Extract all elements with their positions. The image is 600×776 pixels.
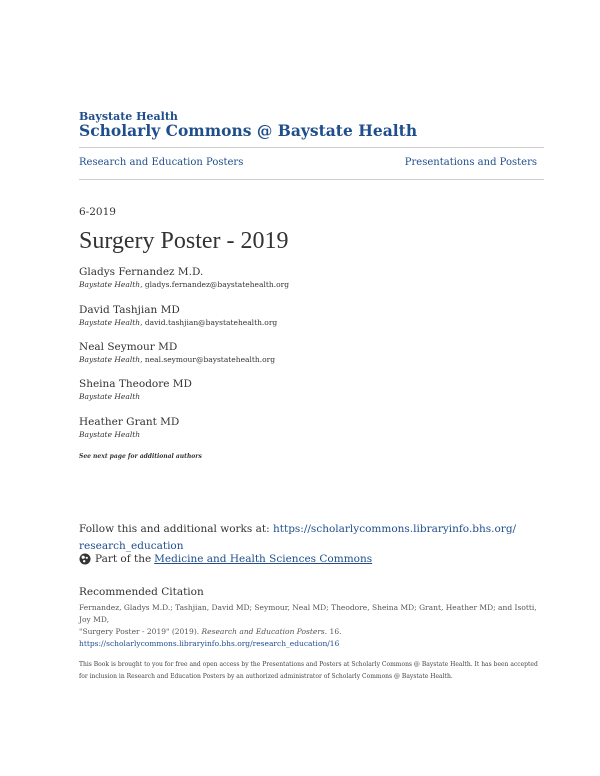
follow-url-link-continued[interactable]: research_education (79, 540, 184, 552)
citation-line: Fernandez, Gladys M.D.; Tashjian, David MD; Seymour, Neal MD; Theodore, Sheina MD; Grant, Heather MD; and Isotti, Joy MD, (79, 603, 537, 624)
author-affiliation: Baystate Health (79, 430, 141, 439)
author-name: Heather Grant MD (79, 416, 180, 428)
see-next-page-note: See next page for additional authors (79, 453, 202, 460)
organization-name[interactable]: Baystate Health (79, 110, 178, 123)
header-divider-top (79, 147, 544, 148)
series-link[interactable]: Presentations and Posters (404, 157, 537, 168)
author-affiliation: Baystate Health, gladys.fernandez@baystatehealth.org (79, 280, 289, 289)
follow-works: Follow this and additional works at: https://scholarlycommons.libraryinfo.bhs.org/ research_education (79, 523, 517, 552)
citation-line: "Surgery Poster - 2019" (2019). Research and Education Posters. 16. (79, 627, 342, 636)
author-name: Gladys Fernandez M.D. (79, 266, 204, 278)
citation-url-link[interactable]: https://scholarlycommons.libraryinfo.bhs.org/research_education/16 (79, 639, 340, 648)
commons-network-icon (79, 553, 91, 565)
author-name: Sheina Theodore MD (79, 378, 192, 390)
publication-date: 6-2019 (79, 206, 116, 218)
commons-link[interactable]: Medicine and Health Sciences Commons (154, 553, 373, 565)
author-entry (79, 266, 289, 290)
follow-url-link[interactable]: https://scholarlycommons.libraryinfo.bhs.org/ (273, 523, 517, 535)
repository-name[interactable]: Scholarly Commons @ Baystate Health (79, 121, 418, 140)
author-affiliation: Baystate Health, neal.seymour@baystatehealth.org (79, 355, 276, 364)
recommended-citation-heading: Recommended Citation (79, 586, 204, 598)
author-affiliation: Baystate Health (79, 392, 141, 401)
author-entry (79, 341, 275, 365)
header-divider-bottom (79, 179, 544, 180)
author-entry (79, 304, 277, 328)
author-name: David Tashjian MD (79, 304, 180, 316)
author-name: Neal Seymour MD (79, 341, 178, 353)
document-title: Surgery Poster - 2019 (79, 228, 289, 254)
collection-link[interactable]: Research and Education Posters (79, 157, 244, 168)
author-entry (79, 416, 179, 440)
part-of-commons: Part of the Medicine and Health Sciences Commons (79, 553, 372, 565)
author-affiliation: Baystate Health, david.tashjian@baystatehealth.org (79, 318, 278, 327)
footer-access-note: This Book is brought to you for free and open access by the Presentations and Posters at Scholarly Commons @ Baystate Health. It has been accepted for inclusion in Research and Education Posters by an authorized administrator of Scholarly Commons @ Baystate Health. (79, 661, 538, 680)
citation-text (79, 602, 539, 650)
author-entry (79, 378, 192, 402)
